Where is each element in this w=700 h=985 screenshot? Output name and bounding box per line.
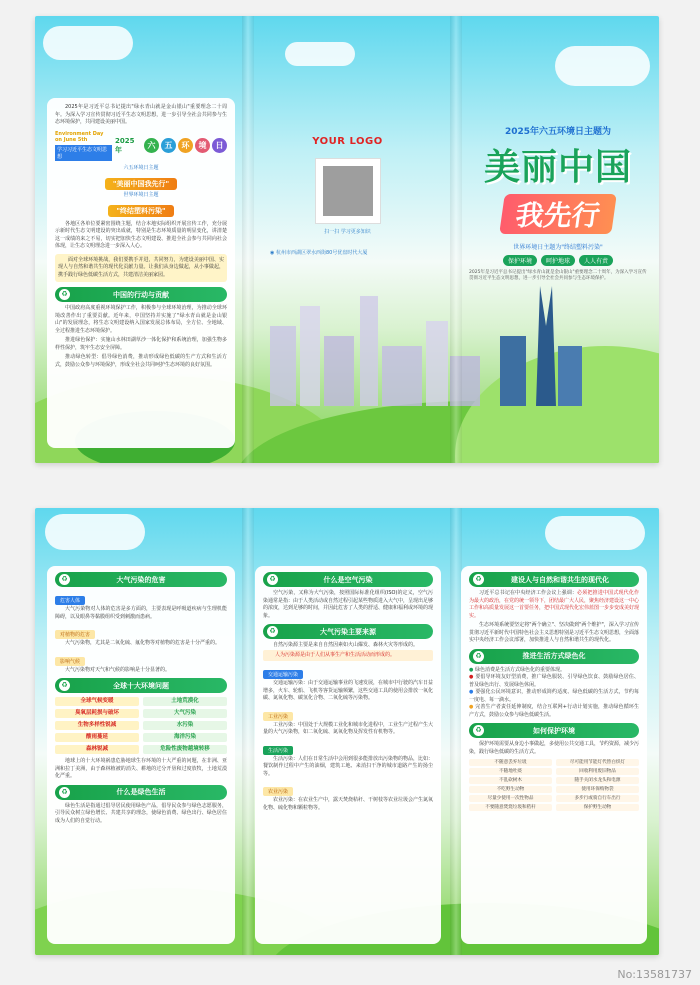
section-title-bar [55,572,227,587]
section-title: 大气污染的危害 [116,575,166,584]
logo: YOUR LOGO [312,136,383,147]
recycle-icon: ♻ [59,574,70,585]
cloud [45,514,145,550]
bullet-icon: ● [469,674,476,680]
cover-subtitle: 2025年六五环境日主题为 [504,127,612,137]
problem-cell: 臭氧层耗损与破坏 [55,709,139,718]
tip-cell: 尽量少使用一次性物品 [469,795,552,802]
list-item [469,704,639,719]
section-title-bar [55,287,227,302]
tip-cell: 使用环保购物袋 [556,786,639,793]
brochure-outside [35,16,659,463]
body-text: 交通运输污染：由于交通运输事业的飞速发展，在城市中行驶的汽车日益增多，火车、轮船、飞机等客货运输频繁，这些交通工具的使用会排放一氧化碳、氮氧化物、碳氢化合物、二氧化硫等污染物。 [263,680,434,701]
bullet-icon: ● [469,689,476,695]
cover-small-text: 2025年是习近平总书记提出"绿水青山就是金山银山"重要理念二十周年，为深入学习宣传贯彻习近平生态文明思想，进一步引导全社会共同参与生态环境保护。 [469,270,647,281]
list-item-text: 绿色消费是生活方式绿色化的重要体现。 [474,666,565,673]
body-text: 推动绿色转型：倡导绿色消费，推动形成绿色低碳的生产方式和生活方式，鼓励公众参与环境保护，形成全社会共同呵护生态环境的良好氛围。 [55,354,227,368]
fold-line [242,508,254,955]
theme-banner [55,131,227,161]
theme-world: "终结塑料污染" [108,205,173,217]
watermark-id: No:13581737 [617,968,692,981]
world-theme: 世界环境日主题为"终结塑料污染" [513,244,603,251]
pill: 呵护地球 [541,255,575,266]
recycle-icon: ♻ [267,626,278,637]
brochure-inside [35,508,659,955]
section-title: 什么是空气污染 [323,575,373,584]
tag: 生活污染 [263,746,293,755]
panel-intro-card [47,98,235,448]
problem-cell: 危险性废物越境转移 [143,745,227,754]
body-text: 自然污染源主要是来自自然因素如火山爆发、森林火灾等形成的。 [273,642,419,648]
body-text: 大气污染物，尤其是二氧化硫、氟化物等对植物的危害是十分严重的。 [65,640,221,646]
qr-caption: 扫一扫 学习更多知识 [324,229,371,235]
problem-cell: 大气污染 [143,709,227,718]
address [260,249,435,256]
cover-title-sub: 我先行 [499,194,617,234]
problem-grid [55,697,227,754]
section-title-bar [469,649,639,664]
section-title-bar [469,572,639,587]
list-item-text: 要倡导环境友好型消费，推广绿色服装、引导绿色饮食、鼓励绿色居住、普及绿色出行、发展绿色休闲。 [469,674,639,688]
fold-line [242,16,254,463]
body-text: 绿色生活是指通过倡导居民使用绿色产品，倡导民众参与绿色志愿服务，引导民众树立绿色增长、共建共享的理念，使绿色消费、绿色出行、绿色居住成为人们的自觉行动。 [55,802,227,824]
tip-cell: 不要随意焚烧垃圾和秸秆 [469,804,552,811]
panel-modernization-card [461,566,647,944]
pill: 保护环境 [503,255,537,266]
tip-cell: 保护野生动物 [556,804,639,811]
body-lead: 习近平总书记在中央经济工作会议上强调： [479,590,578,596]
list-item-text: 完善生产者责任延伸制度，结合互联网+行动计划实施，推动绿色循环生产方式，鼓励公众参与绿色低碳生活。 [469,704,639,718]
tip-cell: 不吃野生动物 [469,786,552,793]
recycle-icon: ♻ [473,574,484,585]
section-title-bar [55,678,227,693]
problem-cell: 土地荒漠化 [143,697,227,706]
section-title: 建设人与自然和谐共生的现代化 [511,575,609,584]
theme-box [55,164,227,217]
body-text [469,590,639,620]
recycle-icon: ♻ [473,725,484,736]
city-skyline-illustration [250,266,590,406]
location-icon: ◉ [270,250,276,256]
theme-world-label: 世界环境日主题 [123,191,159,198]
note-box: 面对全球环境挑战，我们要携手并进，共同努力，为建设美丽中国、实现人与自然和谐共生的现代化贡献力量。让我们从身边做起，从小事做起，携手践行绿色低碳生活方式，共建清洁美丽家园。 [55,254,227,283]
recycle-icon: ♻ [473,651,484,662]
body-text: 工业污染：中国处于大规模工业化和城市化进程中，工业生产过程产生大量的大气污染物，如二氧化硫、氮氧化物及挥发性有机物等。 [263,721,434,735]
section-title-bar [263,624,433,639]
panel-air-hazards-card [47,566,235,944]
fold-line [450,16,462,463]
section-title: 中国的行动与贡献 [113,290,169,299]
body-text: 推进绿色保护：实施山水林田湖草沙一体化保护和系统治理，加强生物多样性保护，筑牢生态安全屏障。 [55,337,227,351]
back-cover [260,136,435,256]
theme-cn: "美丽中国我先行" [105,178,177,190]
tips-grid [469,759,639,811]
cloud [555,46,650,86]
tip-cell: 不随地吐痰 [469,768,552,775]
list-item [469,667,639,675]
problem-cell: 全球气候变暖 [55,697,139,706]
tag: 工业污染 [263,712,293,721]
list-item [469,689,639,704]
section-title: 推进生活方式绿色化 [522,652,586,660]
section-title-bar [55,785,227,800]
problem-cell: 森林锐减 [55,745,139,754]
char-tile: 境 [195,138,210,153]
problem-cell: 海洋污染 [143,733,227,742]
tag: 危害人体 [55,596,85,605]
year-label: 2025年 [114,136,135,154]
section-title: 什么是绿色生活 [116,788,166,796]
pill-row [463,255,653,266]
char-tile: 五 [161,138,176,153]
front-cover [463,124,653,282]
body-text: 生活污染：人们在日常生活中会用到很多能排放出污染物的物品，比如：餐饮制作过程中产生的油烟，建筑工地、来消扫干净的城市道路产生的扬尘等。 [263,755,434,777]
tip-cell: 不乱砍树木 [469,777,552,784]
tip-cell: 尽可能用节能灯代替白炽灯 [556,759,639,766]
body-text: 大气污染物对天气和气候的影响是十分显著的。 [65,666,171,673]
recycle-icon: ♻ [59,289,70,300]
green-life-list [469,667,639,720]
cloud [43,26,133,60]
address-text: 杭州市西湖区翠水西街80号优盘时代大厦 [275,250,368,256]
body-text: 生态环境系统要坚定将"两个确立"、坚决做到"两个维护"，深入学习宣传贯彻习近平新时代中国特色社会主义思想特别是习近平生态文明思想，全面落实中央经济工作会议部署，加快推进人与自然和谐共生的现代化。 [469,622,640,643]
tip-cell: 随手关闭水龙头和电源 [556,777,639,784]
cloud [545,516,645,550]
section-title: 大气污染主要来源 [320,627,376,636]
recycle-icon: ♻ [267,574,278,585]
tag: 农业污染 [263,787,293,796]
tip-cell: 回收利用废旧物品 [556,768,639,775]
body-text: 各地区各单位要紧密围绕主题，结合本地实际组织开展宣传工作，充分展示新时代生态文明建设的突出成就，特别是生态环境质量的明显变化，讲清楚这一成绩的来之不易，切实把加快生态文明建设、推进全社会参与共同向社会体现，让生态文明理念进一步深入人心。 [55,220,227,249]
intro-text: 2025年是习近平总书记提出"绿水青山就是金山银山"重要理念二十周年。为深入学习宣传贯彻习近平生态文明思想，进一步引导全社会共同参与生态环境保护，共同建设美丽中国。 [55,104,227,125]
qr-placeholder [323,166,373,216]
note-box: 人为污染源是由于人们从事生产和生活活动而形成的。 [263,650,433,662]
section-title-bar [469,723,639,738]
tip-cell: 不随意丢弃垃圾 [469,759,552,766]
body-text: 空气污染，又称为大气污染，按照国际标准化组织(ISO)的定义，空气污染通常是指：由于人类活动或自然过程引起某些物质进入大气中，呈现出足够的浓度，达到足够的时间，并因此危害了人类的舒适、健康和福利或环境的现象。 [263,590,434,619]
recycle-icon: ♻ [59,680,70,691]
theme-cn-label: 六五环境日主题 [123,164,159,171]
cloud [285,42,355,66]
tip-cell: 多步行或骑自行车出行 [556,795,639,802]
body-text: 中国政府高度重视环境保护工作，积极参与全球环境治理，为推动全球环境改善作出了重要贡献。近年来，中国坚持并实施了"绿水青山就是金山银山"的发展理念，将生态文明建设纳入国家发展总体布局，全方位、全地域、全过程推进生态环境保护。 [55,305,227,334]
char-tile: 日 [212,138,227,153]
char-tile: 环 [178,138,193,153]
list-item-text: 要强化公民环境意识，推动形成简约适度、绿色低碳的生活方式，节约每一度电、每一滴水。 [469,689,639,703]
cover-title-main: 美丽中国 [483,147,632,188]
tag: 影响气候 [55,657,85,666]
body-text: 地球上的十大环境祸患危胁地球生存环境的十大严重的问题，在非洲、亚洲和拉丁美洲，由于森林植被的消失、耕地的过分开垦和过度放牧，土地荒漠化严重。 [55,758,227,779]
panel-air-pollution-card [255,566,441,944]
section-title-bar [263,572,433,587]
problem-cell: 水污染 [143,721,227,730]
body-text: 农业污染：在农业生产中，露天焚烧秸秆、干树枝等农业垃圾会产生氮氧化物、硫化物和颗粒物等。 [263,797,434,811]
section-title: 全球十大环境问题 [113,681,169,690]
body-text: 大气污染物对人体的危害是多方面的，主要表现是呼吸道疾病与生理机能障碍，以及眼鼻等黏膜组织受到刺激而患病。 [55,606,227,620]
study-label: 学习习近平生态文明思想 [55,145,112,161]
problem-cell: 生物多样性锐减 [55,721,139,730]
pill: 人人有责 [579,255,613,266]
env-day-label: Environment Day on June 5th [55,130,104,143]
qr-code [316,159,380,223]
body-text: 保护环境需要从身边小事做起，多使用公共交通工具，节约资源，减少污染，践行绿色低碳的生活方式。 [469,741,640,755]
recycle-icon: ♻ [59,787,70,798]
tag: 对植物的危害 [55,630,95,639]
bullet-icon: ● [469,704,476,710]
list-item [469,674,639,689]
tag: 交通运输污染 [263,670,303,679]
bullet-icon: ● [469,666,475,673]
body-highlight: 必须把推进中国式现代化作为最大的政治，在党的统一领导下，团结最广大人民，聚焦经济建设这一中心工作和高质量发展这一首要任务，把中国式现代化宏伟蓝图一步步变成美好现实。 [469,590,640,619]
problem-cell: 酸雨蔓延 [55,733,139,742]
char-tile: 六 [144,138,159,153]
section-title: 如何保护环境 [533,726,575,735]
